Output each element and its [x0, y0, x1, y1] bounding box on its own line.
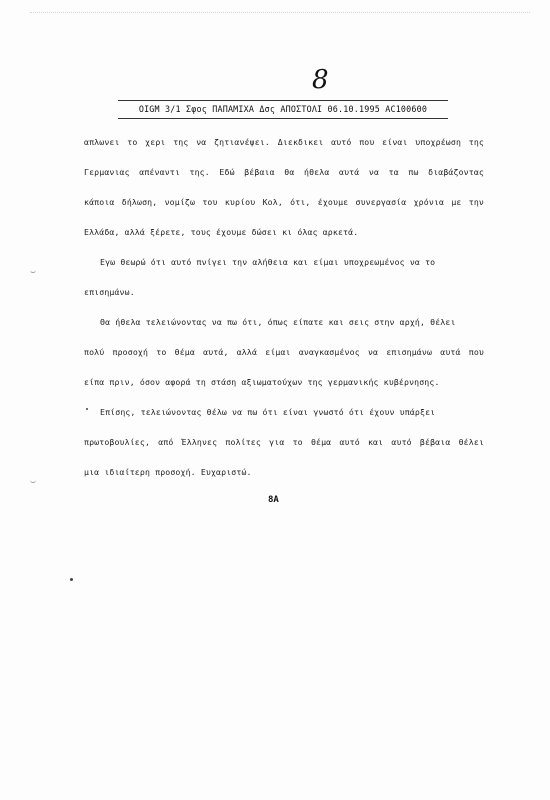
text-line: επισημάνω.: [84, 287, 135, 297]
text-line: απλωνει το χερι της να ζητιανέψει. Διεκδικει αυτό που είναι υποχρέωση της: [84, 137, 484, 147]
text-line: Ελλάδα, αλλά ξέρετε, τους έχουμε δώσει κι όλας αρκετά.: [84, 227, 359, 237]
scan-speck: [86, 408, 88, 410]
margin-mark: [30, 478, 36, 483]
text-line: Θα ήθελα τελειώνοντας να πω ότι, όπως είπατε και σεις στην αρχή, θέλει: [100, 317, 456, 327]
text-line: κάποια δήλωση, νομίζω του κυρίου Κολ, ότι, έχουμε συνεργασία χρόνια με την: [84, 197, 484, 207]
text-line: είπα πριν, όσον αφορά τη στάση αξιωματούχων της γερμανικής κυβέρνησης.: [84, 377, 440, 387]
page-number: 8: [312, 65, 329, 95]
text-line: πρωτοβουλίες, από Έλληνες πολίτες για το θέμα αυτό και αυτό βέβαια θέλει: [84, 437, 484, 447]
text-line: Εγω θεωρώ ότι αυτό πνίγει την αλήθεια και είμαι υποχρεωμένος να το: [100, 257, 436, 267]
text-line: πολύ προσοχή το θέμα αυτά, αλλά είμαι αναγκασμένος να επισημάνω αυτά που: [84, 347, 484, 357]
end-mark: 8A: [268, 495, 279, 505]
scan-speck: [70, 578, 73, 581]
text-line: Γερμανιας απέναντι της. Εδώ βέβαια θα ήθελα αυτά να τα πω διαβάζοντας: [84, 167, 484, 177]
header-rule-top: [118, 100, 448, 101]
margin-mark: [30, 268, 36, 273]
scan-noise: [30, 12, 530, 21]
document-header: OIGM 3/1 Σφος ΠΑΠΑΜΙΧΑ Δσς ΑΠΟΣΤΟΛΙ 06.10.1995 AC100600: [138, 104, 428, 114]
text-line: Επίσης, τελειώνοντας θέλω να πω ότι είναι γνωστό ότι έχουν υπάρξει: [100, 407, 436, 417]
header-rule-bottom: [118, 118, 448, 119]
text-line: μια ιδιαίτερη προσοχή. Ευχαριστώ.: [84, 467, 252, 477]
